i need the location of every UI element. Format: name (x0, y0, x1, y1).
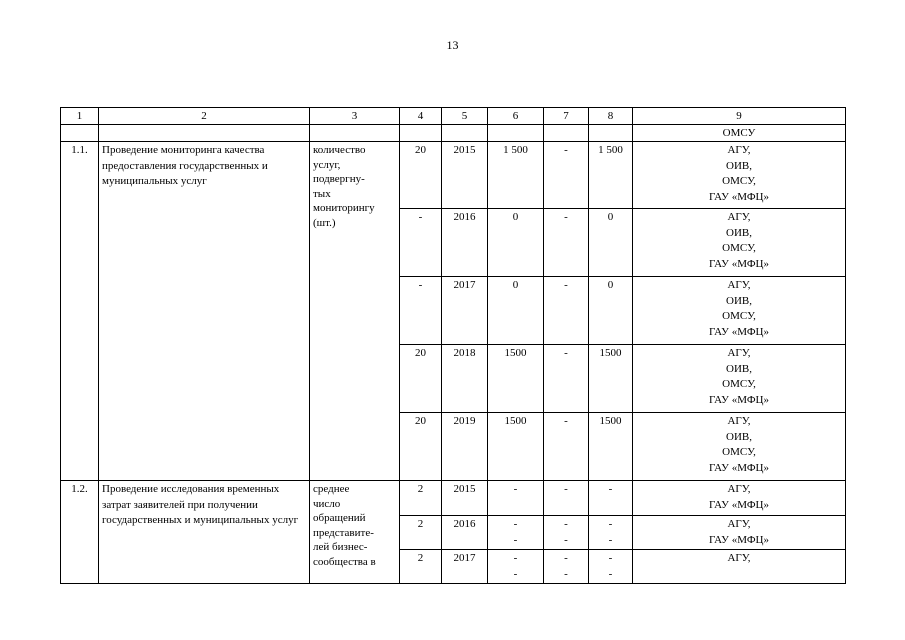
value-cell: - - (488, 550, 544, 584)
value-cell: - (544, 345, 589, 413)
header-cell: 1 (61, 108, 99, 125)
executor-cell: АГУ, ОИВ, ОМСУ, ГАУ «МФЦ» (633, 277, 846, 345)
value-cell: 0 (488, 209, 544, 277)
value-cell: - - (488, 516, 544, 550)
header-cell: 5 (442, 108, 488, 125)
value-cell: - (544, 481, 589, 516)
executor-cell: АГУ, ГАУ «МФЦ» (633, 516, 846, 550)
executor-cell: ОМСУ (633, 125, 846, 142)
value-cell: - (544, 413, 589, 481)
program-table (60, 107, 846, 584)
value-cell: - (488, 481, 544, 516)
year-cell: 2019 (442, 413, 488, 481)
year-cell: 2018 (442, 345, 488, 413)
executor-cell: АГУ, (633, 550, 846, 584)
target-value: - (400, 277, 442, 345)
year-cell: 2015 (442, 142, 488, 209)
year-cell: 2016 (442, 516, 488, 550)
item-number: 1.2. (61, 481, 99, 584)
value-cell: 0 (488, 277, 544, 345)
value-cell: 1 500 (488, 142, 544, 209)
value-cell: - (544, 277, 589, 345)
year-cell: 2016 (442, 209, 488, 277)
executor-cell: АГУ, ОИВ, ОМСУ, ГАУ «МФЦ» (633, 209, 846, 277)
value-cell: 1 500 (589, 142, 633, 209)
target-value: 20 (400, 413, 442, 481)
table-row (61, 142, 846, 209)
target-value: 2 (400, 481, 442, 516)
year-cell: 2017 (442, 550, 488, 584)
header-cell: 7 (544, 108, 589, 125)
target-value: 20 (400, 345, 442, 413)
executor-cell: АГУ, ОИВ, ОМСУ, ГАУ «МФЦ» (633, 142, 846, 209)
value-cell: - (544, 209, 589, 277)
page-number: 13 (446, 38, 459, 52)
header-cell: 2 (99, 108, 310, 125)
executor-cell: АГУ, ГАУ «МФЦ» (633, 481, 846, 516)
year-cell: 2015 (442, 481, 488, 516)
value-cell: 1500 (589, 413, 633, 481)
value-cell: 0 (589, 277, 633, 345)
value-cell: 1500 (488, 413, 544, 481)
executor-cell: АГУ, ОИВ, ОМСУ, ГАУ «МФЦ» (633, 345, 846, 413)
value-cell: - - (544, 550, 589, 584)
target-value: - (400, 209, 442, 277)
value-cell: - - (544, 516, 589, 550)
value-cell: - - (589, 516, 633, 550)
continuation-row (61, 125, 846, 142)
header-cell: 9 (633, 108, 846, 125)
table-row (61, 481, 846, 516)
year-cell: 2017 (442, 277, 488, 345)
indicator-name: среднее число обращений представите- лей бизнес- сообщества в (310, 481, 400, 584)
header-cell: 4 (400, 108, 442, 125)
item-number: 1.1. (61, 142, 99, 481)
header-row (61, 108, 846, 125)
header-cell: 8 (589, 108, 633, 125)
target-value: 20 (400, 142, 442, 209)
value-cell: 1500 (488, 345, 544, 413)
target-value: 2 (400, 516, 442, 550)
value-cell: 0 (589, 209, 633, 277)
measure-name: Проведение мониторинга качества предоставления государственных и муниципальных услуг (99, 142, 310, 481)
measure-name: Проведение исследования временных затрат заявителей при получении государственных и муниципальных услуг (99, 481, 310, 584)
header-cell: 6 (488, 108, 544, 125)
executor-cell: АГУ, ОИВ, ОМСУ, ГАУ «МФЦ» (633, 413, 846, 481)
value-cell: - - (589, 550, 633, 584)
header-cell: 3 (310, 108, 400, 125)
value-cell: - (589, 481, 633, 516)
value-cell: 1500 (589, 345, 633, 413)
value-cell: - (544, 142, 589, 209)
indicator-name: количество услуг, подвергну- тых мониторингу (шт.) (310, 142, 400, 481)
target-value: 2 (400, 550, 442, 584)
